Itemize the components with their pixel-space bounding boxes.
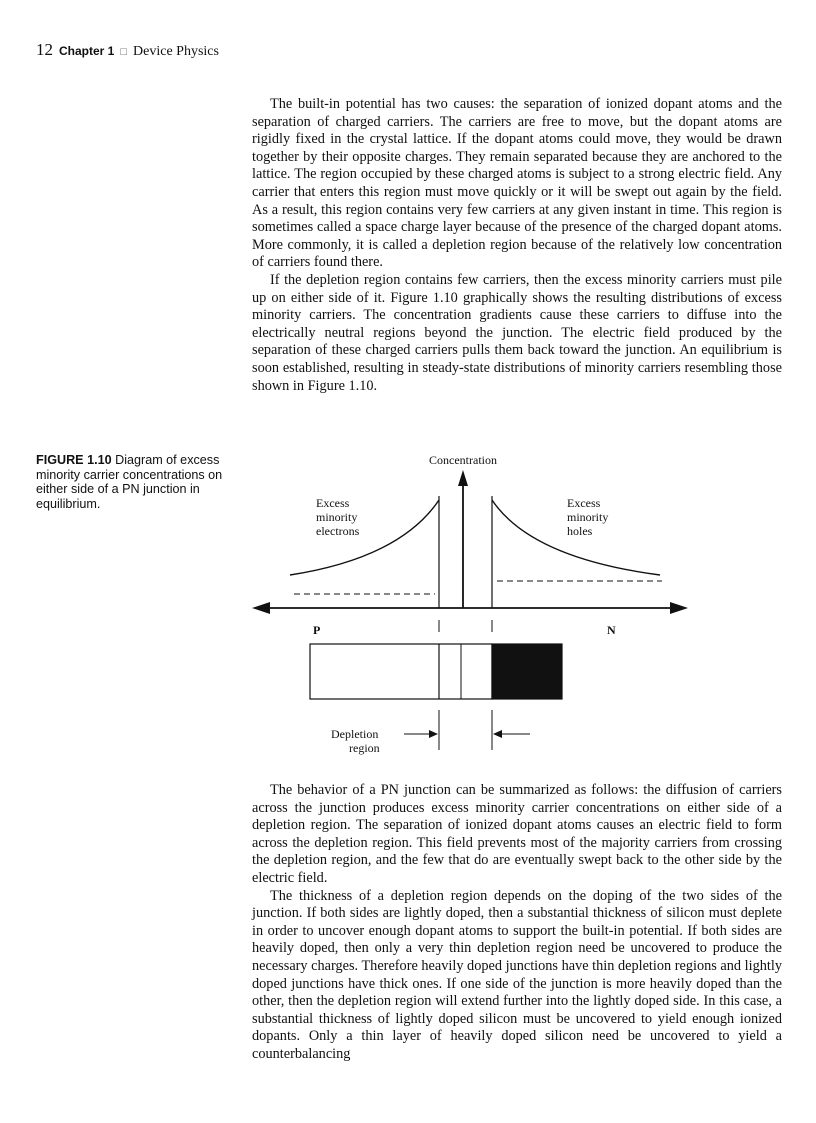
header-separator: □ [120, 46, 128, 58]
depletion-arrow-left-head [429, 730, 438, 738]
axis-label: Concentration [429, 453, 497, 467]
figure-caption [36, 453, 236, 511]
vertical-axis-arrowhead [458, 470, 468, 486]
paragraph: If the depletion region contains few carriers, then the excess minority carriers must pile up on either side of it. Figure 1.10 graphically shows the resulting distributions of excess minority carriers. The concentration gradients cause these carriers to diffuse into the electrically neutral regions beyond the junction. The electric field produced by the separation of these charged carriers pulls them back toward the junction. An equilibrium is soon established, resulting in steady-state distributions of minority carriers resembling those shown in Figure 1.10. [252, 271, 782, 394]
p-region-block [310, 644, 492, 699]
figure-caption-text: Diagram of excess minority carrier concentrations on either side of a PN junction in equilibrium. [36, 453, 223, 511]
electron-concentration-curve [290, 500, 439, 575]
horizontal-axis-right-arrowhead [670, 602, 688, 614]
horizontal-axis-left-arrowhead [252, 602, 270, 614]
n-label: N [607, 623, 616, 637]
pn-junction-diagram [250, 448, 700, 778]
left-curve-label: Excess minority electrons [316, 496, 360, 538]
figure-label: FIGURE 1.10 [36, 453, 112, 467]
body-text-top [252, 96, 782, 395]
paragraph: The built-in potential has two causes: the separation of ionized dopant atoms and the separation of charged carriers. The carriers are free to move, but the dopant atoms are rigidly fixed in the crystal lattice. If the dopant atoms could move, they would be drawn together by their opposite charges. They remain separated because they are anchored to the lattice. The region occupied by these charged atoms is subject to a strong electric field. Any carrier that enters this region must move quickly or it will be swept out again by the field. As a result, this region contains very few carriers at any given instant in time. This region is sometimes called a space charge layer because of the presence of the charged dopant atoms. More commonly, it is called a depletion region because of the relatively low concentration of carriers found there. [252, 96, 782, 271]
section-title: Device Physics [133, 44, 219, 59]
page-number: 12 [36, 40, 53, 59]
paragraph: The behavior of a PN junction can be summarized as follows: the diffusion of carriers across the junction produces excess minority carrier concentrations on either side of a depletion region. The separation of ionized dopant atoms causes an electric field to form across the depletion region. This field prevents most of the majority carriers from crossing the depletion region, and the few that do are eventually swept back to the other side by the electric field. [252, 782, 782, 886]
right-curve-label: Excess minority holes [567, 496, 609, 538]
paragraph: The thickness of a depletion region depends on the doping of the two sides of the junction. If both sides are lightly doped, then a substantial thickness of silicon must deplete in order to uncover enough dopant atoms to support the built-in potential. If both sides are heavily doped, then only a very thin depletion region need be uncovered to produce the necessary charges. Therefore heavily doped junctions have thin depletion regions and lightly doped junctions have thick ones. If one side of the junction is more heavily doped than the other, then the depletion region will extend further into the lightly doped side. In this case, a substantial thickness of lightly doped silicon must be uncovered to yield enough ionized dopants. Only a thin layer of heavily doped silicon need be uncovered to yield a counterbalancing [252, 887, 782, 1062]
page-header [36, 40, 219, 60]
body-text-bottom [252, 782, 782, 1064]
chapter-label: Chapter 1 [59, 44, 115, 58]
n-region-block [492, 644, 562, 699]
depletion-arrow-right-head [493, 730, 502, 738]
depletion-region-label: Depletion region [331, 727, 380, 755]
p-label: P [313, 623, 321, 637]
